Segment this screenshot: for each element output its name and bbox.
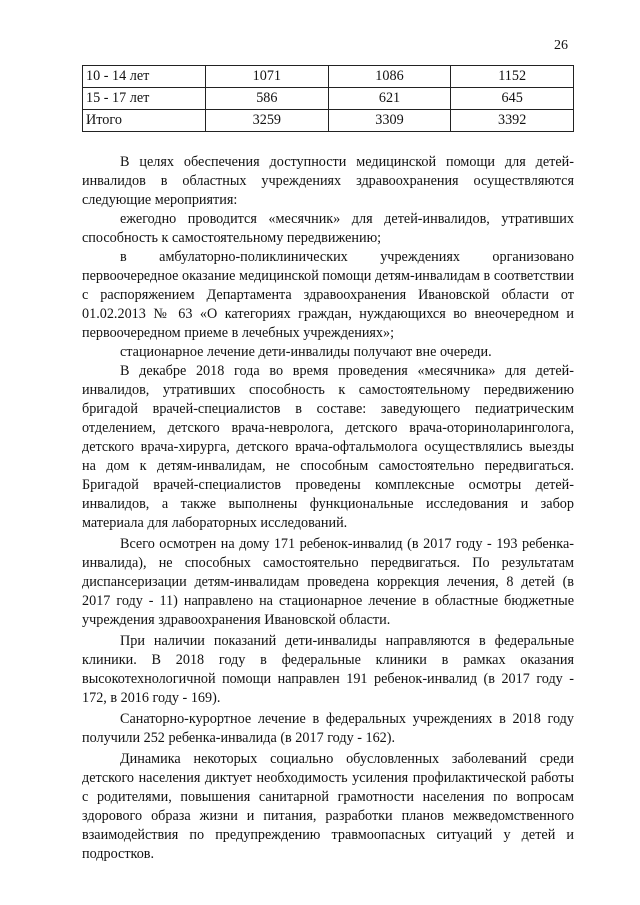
paragraph: ежегодно проводится «месячник» для детей-инвалидов, утративших способность к самостоятельному передвижению;	[82, 211, 574, 246]
table-cell: 3259	[206, 110, 329, 132]
row-label: Итого	[83, 110, 206, 132]
table-cell: 1071	[206, 66, 329, 88]
paragraph: В целях обеспечения доступности медицинской помощи для детей-инвалидов в областных учреждениях здравоохранения осуществляются следующие мероприятия:	[82, 154, 574, 208]
paragraph: стационарное лечение дети-инвалиды получают вне очереди.	[120, 344, 492, 360]
table-cell: 586	[206, 88, 329, 110]
document-body	[82, 153, 574, 864]
table-cell: 1086	[328, 66, 451, 88]
table-cell: 3309	[328, 110, 451, 132]
paragraph: Динамика некоторых социально обусловленных заболеваний среди детского населения диктует необходимость усиления профилактической работы с родителями, повышения санитарной грамотности населения по вопросам здорового образа жизни и питания, разработки планов межведомственного взаимодействия по предупреждению травмоопасных ситуаций у детей и подростков.	[82, 751, 574, 862]
table-cell: 621	[328, 88, 451, 110]
row-label: 10 - 14 лет	[83, 66, 206, 88]
row-label: 15 - 17 лет	[83, 88, 206, 110]
table-row	[83, 66, 574, 88]
paragraph: Всего осмотрен на дому 171 ребенок-инвалид (в 2017 году - 193 ребенка-инвалида), не способных самостоятельно передвигаться. По результатам диспансеризации детям-инвалидам проведена коррекция лечения, 8 детей (в 2017 году - 11) направлено на стационарное лечение в областные бюджетные учреждения здравоохранения Ивановской области.	[82, 536, 574, 628]
page-number: 26	[554, 38, 568, 53]
paragraph: в амбулаторно-поликлинических учреждениях организовано первоочередное оказание медицинской помощи детям-инвалидам в соответствии с распоряжением Департамента здравоохранения Ивановской области от 01.02.2013 № 63 «О категориях граждан, нуждающихся во внеочередном и первоочередном приеме в лечебных учреждениях»;	[82, 249, 574, 341]
table-cell: 3392	[451, 110, 574, 132]
paragraph: В декабре 2018 года во время проведения «месячника» для детей-инвалидов, утративших способность к самостоятельному передвижению бригадой врачей-специалистов в составе: заведующего педиатрическим отделением, детского врача-невролога, детского врача-оториноларинголога, детского врача-хирурга, детского врача-офтальмолога осуществлялись выезды на дом к детям-инвалидам, не способным самостоятельно передвигаться. Бригадой врачей-специалистов проведены комплексные осмотры детей-инвалидов, а также выполнены функциональные исследования и забор материала для лабораторных исследований.	[82, 363, 574, 531]
paragraph: При наличии показаний дети-инвалиды направляются в федеральные клиники. В 2018 году в федеральные клиники в рамках оказания высокотехнологичной помощи направлен 191 ребенок-инвалид (в 2017 году - 172, в 2016 году - 169).	[82, 633, 574, 706]
age-group-table	[82, 65, 574, 132]
table-row	[83, 110, 574, 132]
paragraph: Санаторно-курортное лечение в федеральных учреждениях в 2018 году получили 252 ребенка-инвалида (в 2017 году - 162).	[82, 711, 574, 746]
table-row	[83, 88, 574, 110]
table-cell: 1152	[451, 66, 574, 88]
table-cell: 645	[451, 88, 574, 110]
